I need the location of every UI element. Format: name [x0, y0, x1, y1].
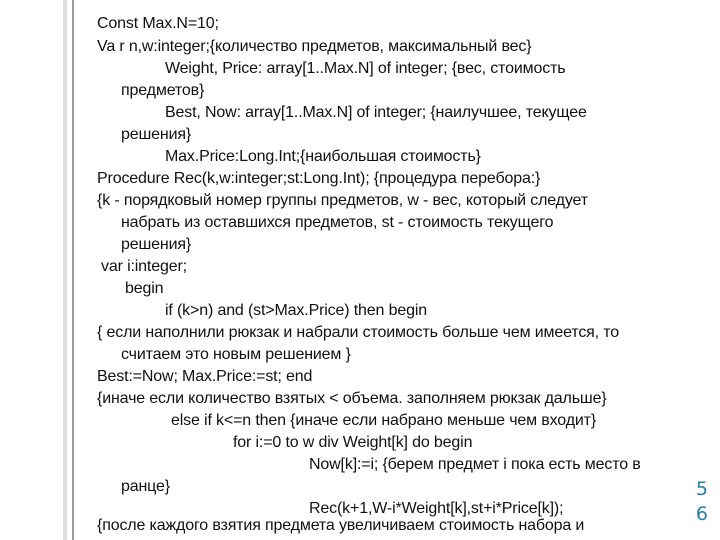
code-line: else if k<=n then {иначе если набрано меньше чем входит} — [171, 412, 597, 429]
code-line: Weight, Price: array[1..Max.N] of integer; {вес, стоимость — [165, 60, 566, 77]
code-line: {после каждого взятия предмета увеличиваем стоимость набора и — [97, 517, 585, 534]
code-line: for i:=0 to w div Weight[k] do begin — [233, 434, 473, 451]
code-line: if (k>n) and (st>Max.Price) then begin — [165, 302, 427, 319]
code-line: Procedure Rec(k,w:integer;st:Long.Int); {процедура перебора:} — [97, 170, 541, 187]
code-line: считаем это новым решением } — [121, 346, 351, 363]
code-line: begin — [125, 280, 164, 297]
code-line: var i:integer; — [101, 258, 187, 275]
code-line: Max.Price:Long.Int;{наибольшая стоимость} — [165, 148, 481, 165]
code-line: ранце} — [121, 478, 170, 495]
code-line: {k - порядковый номер группы предметов, w - вес, который следует — [97, 192, 588, 209]
code-line: Rec(k+1,W-i*Weight[k],st+i*Price[k]); — [309, 500, 564, 517]
code-line: решения} — [121, 126, 192, 143]
code-line: предметов} — [121, 82, 205, 99]
code-line: Va r n,w:integer;{количество предметов, максимальный вес} — [97, 38, 532, 55]
code-line: Now[k]:=i; {берем предмет i пока есть место в — [309, 456, 641, 473]
slide-number-digit: 5 — [695, 478, 708, 500]
code-line: решения} — [121, 236, 192, 253]
code-line: Best:=Now; Max.Price:=st; end — [97, 368, 313, 385]
code-line: {иначе если количество взятых < объема. заполняем рюкзак дальше} — [97, 390, 607, 407]
code-line: Best, Now: array[1..Max.N] of integer; {наилучшее, текущее — [165, 104, 587, 121]
slide-number-digit: 6 — [695, 503, 708, 525]
code-line: Const Max.N=10; — [97, 15, 219, 32]
code-line: { если наполнили рюкзак и набрали стоимость больше чем имеется, то — [97, 324, 620, 341]
code-line: набрать из оставшихся предметов, st - стоимость текущего — [121, 214, 554, 231]
